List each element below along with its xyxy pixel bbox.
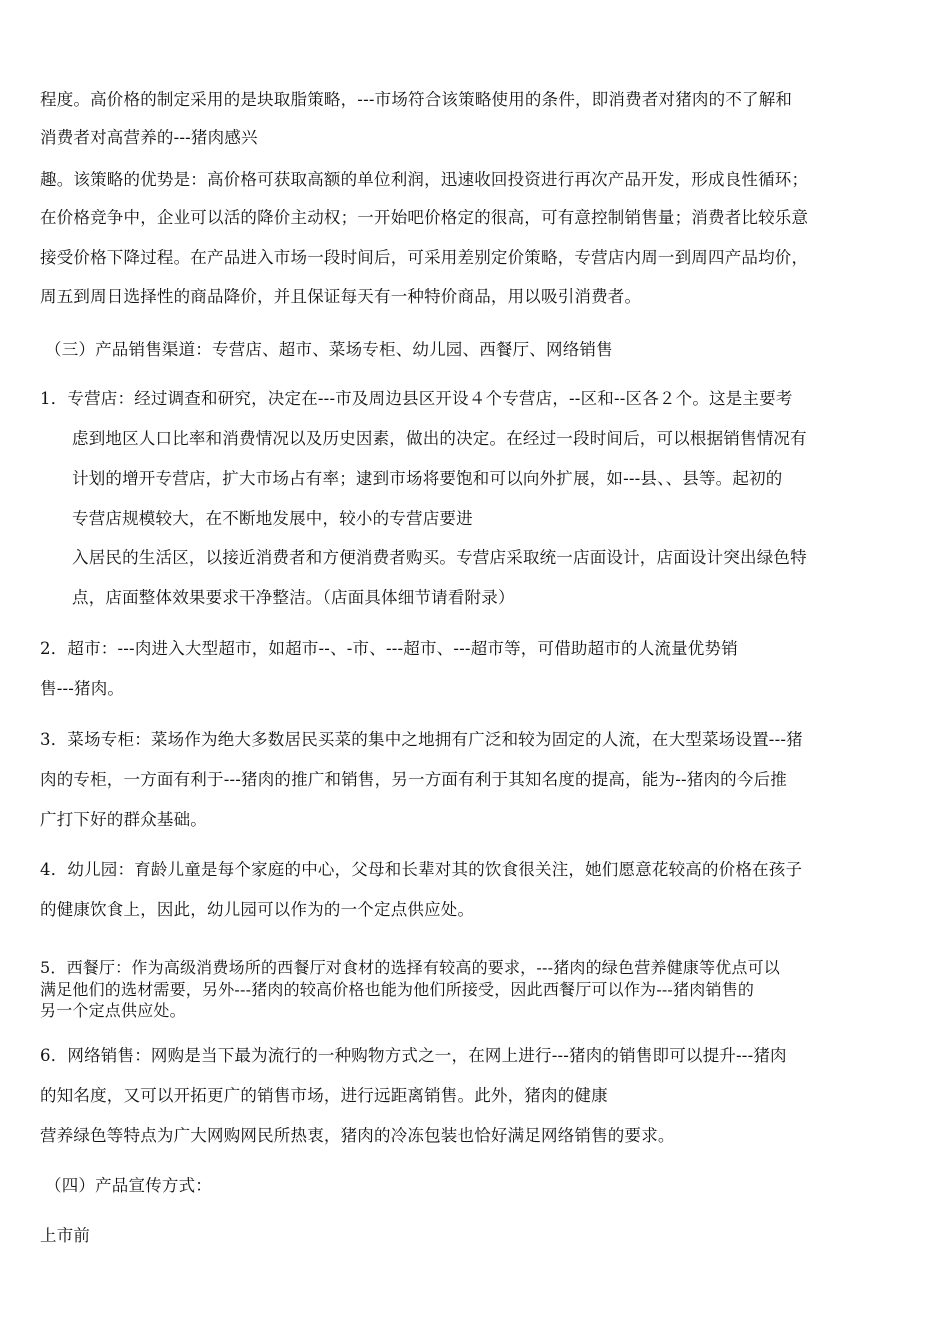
- text-line: 6．网络销售：网购是当下最为流行的一种购物方式之一，在网上进行---猪肉的销售即可以提升---猪肉: [40, 1046, 787, 1065]
- text-line: 5．西餐厅：作为高级消费场所的西餐厅对食材的选择有较高的要求，---猪肉的绿色营养健康等优点可以: [40, 958, 780, 977]
- text-line: 营养绿色等特点为广大网购网民所热衷，猪肉的冷冻包装也恰好满足网络销售的要求。: [40, 1126, 675, 1145]
- text-line: 趣。该策略的优势是：高价格可获取高额的单位利润，迅速收回投资进行再次产品开发，形成良性循环；: [40, 170, 809, 189]
- section-heading: （四）产品宣传方式：: [45, 1176, 212, 1195]
- text-line: 周五到周日选择性的商品降价，并且保证每天有一种特价商品，用以吸引消费者。: [40, 287, 642, 306]
- text-line: 专营店规模较大，在不断地发展中，较小的专营店要进: [72, 509, 473, 528]
- text-line: 4．幼儿园：育龄儿童是每个家庭的中心，父母和长辈对其的饮食很关注，她们愿意花较高的价格在孩子: [40, 860, 803, 879]
- text-line: 入居民的生活区，以接近消费者和方便消费者购买。专营店采取统一店面设计，店面设计突出绿色特: [72, 548, 807, 567]
- text-line: 上市前: [40, 1226, 91, 1245]
- text-line: 3．菜场专柜：菜场作为绝大多数居民买菜的集中之地拥有广泛和较为固定的人流，在大型菜场设置---猪: [40, 730, 803, 749]
- text-line: 的健康饮食上，因此，幼儿园可以作为的一个定点供应处。: [40, 900, 475, 919]
- text-line: 另一个定点供应处。: [40, 1001, 186, 1020]
- text-line: 在价格竞争中，企业可以活的降价主动权；一开始吧价格定的很高，可有意控制销售量；消费者比较乐意: [40, 208, 809, 227]
- text-line: 售---猪肉。: [40, 679, 125, 698]
- text-line: 2．超市：---肉进入大型超市，如超市--、-市、---超市、---超市等，可借助超市的人流量优势销: [40, 639, 738, 658]
- text-line: 虑到地区人口比率和消费情况以及历史因素，做出的决定。在经过一段时间后，可以根据销售情况有: [72, 429, 807, 448]
- text-line: 1．专营店：经过调查和研究，决定在---市及周边县区开设４个专营店，--区和--区各２个。这是主要考: [40, 389, 793, 408]
- text-line: 程度。高价格的制定采用的是块取脂策略，---市场符合该策略使用的条件，即消费者对猪肉的不了解和: [40, 90, 793, 109]
- text-line: 的知名度，又可以开拓更广的销售市场，进行远距离销售。此外，猪肉的健康: [40, 1086, 608, 1105]
- text-line: 消费者对高营养的---猪肉感兴: [40, 128, 258, 147]
- text-line: 接受价格下降过程。在产品进入市场一段时间后，可采用差别定价策略，专营店内周一到周四产品均价，: [40, 248, 809, 267]
- text-line: 肉的专柜，一方面有利于---猪肉的推广和销售，另一方面有利于其知名度的提高，能为--猪肉的今后推: [40, 770, 787, 789]
- text-line: 点，店面整体效果要求干净整洁。（店面具体细节请看附录）: [72, 588, 515, 607]
- text-line: 计划的增开专营店，扩大市场占有率；逮到市场将要饱和可以向外扩展，如---县、、县等。起初的: [72, 469, 783, 488]
- text-line: 广打下好的群众基础。: [40, 810, 207, 829]
- text-line: 满足他们的选材需要，另外---猪肉的较高价格也能为他们所接受，因此西餐厅可以作为---猪肉销售的: [40, 980, 755, 999]
- section-heading: （三）产品销售渠道：专营店、超市、菜场专柜、幼儿园、西餐厅、网络销售: [45, 340, 613, 359]
